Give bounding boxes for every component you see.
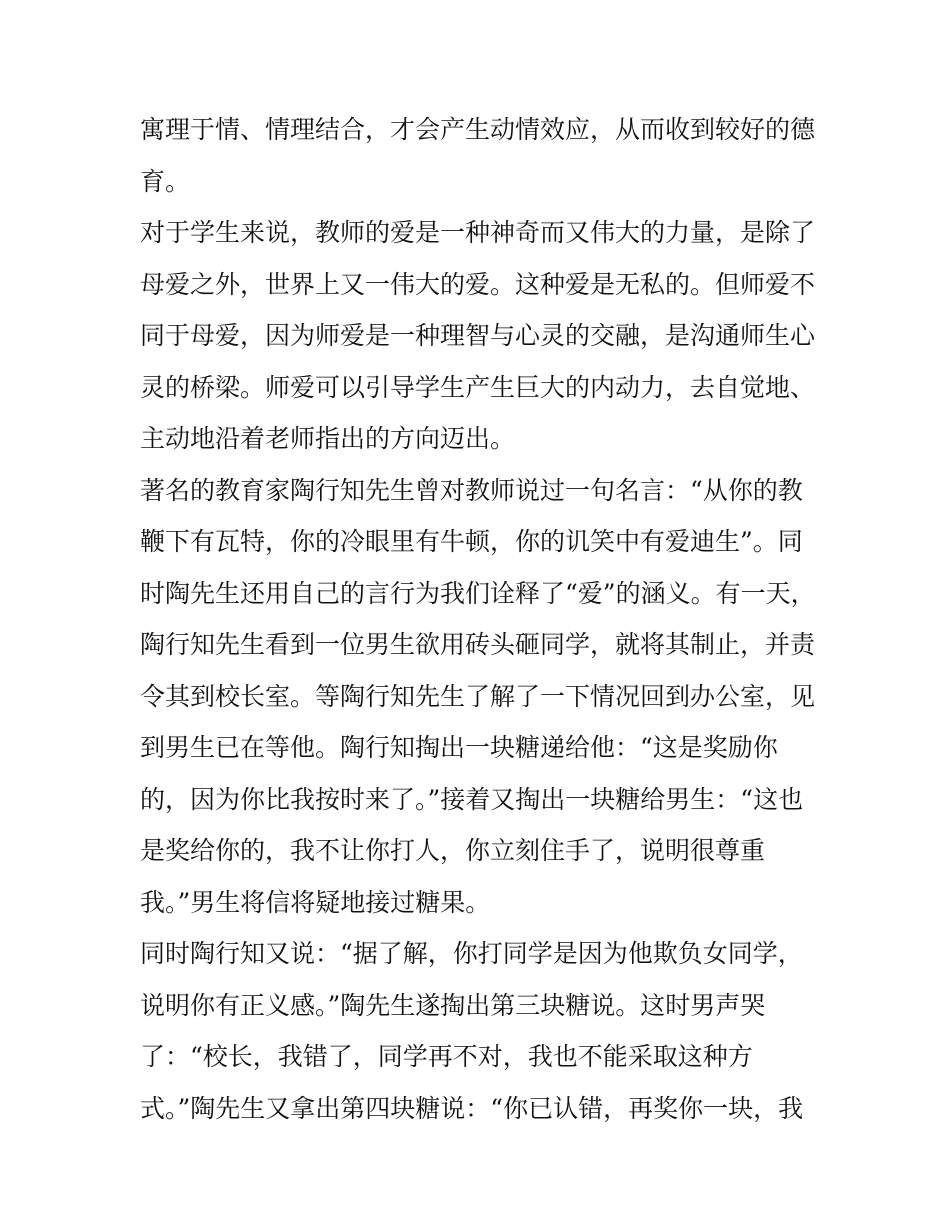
text-line: 灵的桥梁。师爱可以引导学生产生巨大的内动力，去自觉地、 <box>140 372 816 402</box>
text-line: 同于母爱，因为师爱是一种理智与心灵的交融，是沟通师生心 <box>140 321 816 350</box>
text-line: 鞭下有瓦特，你的冷眼里有牛顿，你的讥笑中有爱迪生”。同 <box>140 527 803 556</box>
text-line: 的，因为你比我按时来了。”接着又掏出一块糖给男生：“这也 <box>140 784 804 814</box>
text-line: 式。”陶先生又拿出第四块糖说：“你已认错，再奖你一块，我 <box>140 1093 804 1123</box>
text-line: 著名的教育家陶行知先生曾对教师说过一句名言：“从你的教 <box>140 475 803 505</box>
text-line: 令其到校长室。等陶行知先生了解了一下情况回到办公室，见 <box>140 681 816 711</box>
text-line: 时陶先生还用自己的言行为我们诠释了“爱”的涵义。有一天， <box>140 578 816 608</box>
text-line: 我。”男生将信将疑地接过糖果。 <box>140 887 491 917</box>
text-line: 了：“校长，我错了，同学再不对，我也不能采取这种方 <box>140 1042 753 1071</box>
text-line: 陶行知先生看到一位男生欲用砖头砸同学，就将其制止，并责 <box>140 630 816 659</box>
body-text <box>140 108 820 1138</box>
text-line: 母爱之外，世界上又一伟大的爱。这种爱是无私的。但师爱不 <box>140 269 816 299</box>
text-line: 是奖给你的，我不让你打人，你立刻住手了，说明很尊重 <box>140 836 766 865</box>
text-line: 到男生已在等他。陶行知掏出一块糖递给他：“这是奖励你 <box>140 733 778 762</box>
text-line: 说明你有正义感。”陶先生遂掏出第三块糖说。这时男声哭 <box>140 990 766 1020</box>
text-line: 寓理于情、情理结合，才会产生动情效应，从而收到较好的德 <box>140 115 816 144</box>
text-line: 主动地沿着老师指出的方向迈出。 <box>140 424 516 453</box>
text-line: 对于学生来说，教师的爱是一种神奇而又伟大的力量，是除了 <box>140 218 816 247</box>
text-line: 育。 <box>140 166 191 196</box>
text-line: 同时陶行知又说：“据了解，你打同学是因为他欺负女同学， <box>140 939 803 968</box>
